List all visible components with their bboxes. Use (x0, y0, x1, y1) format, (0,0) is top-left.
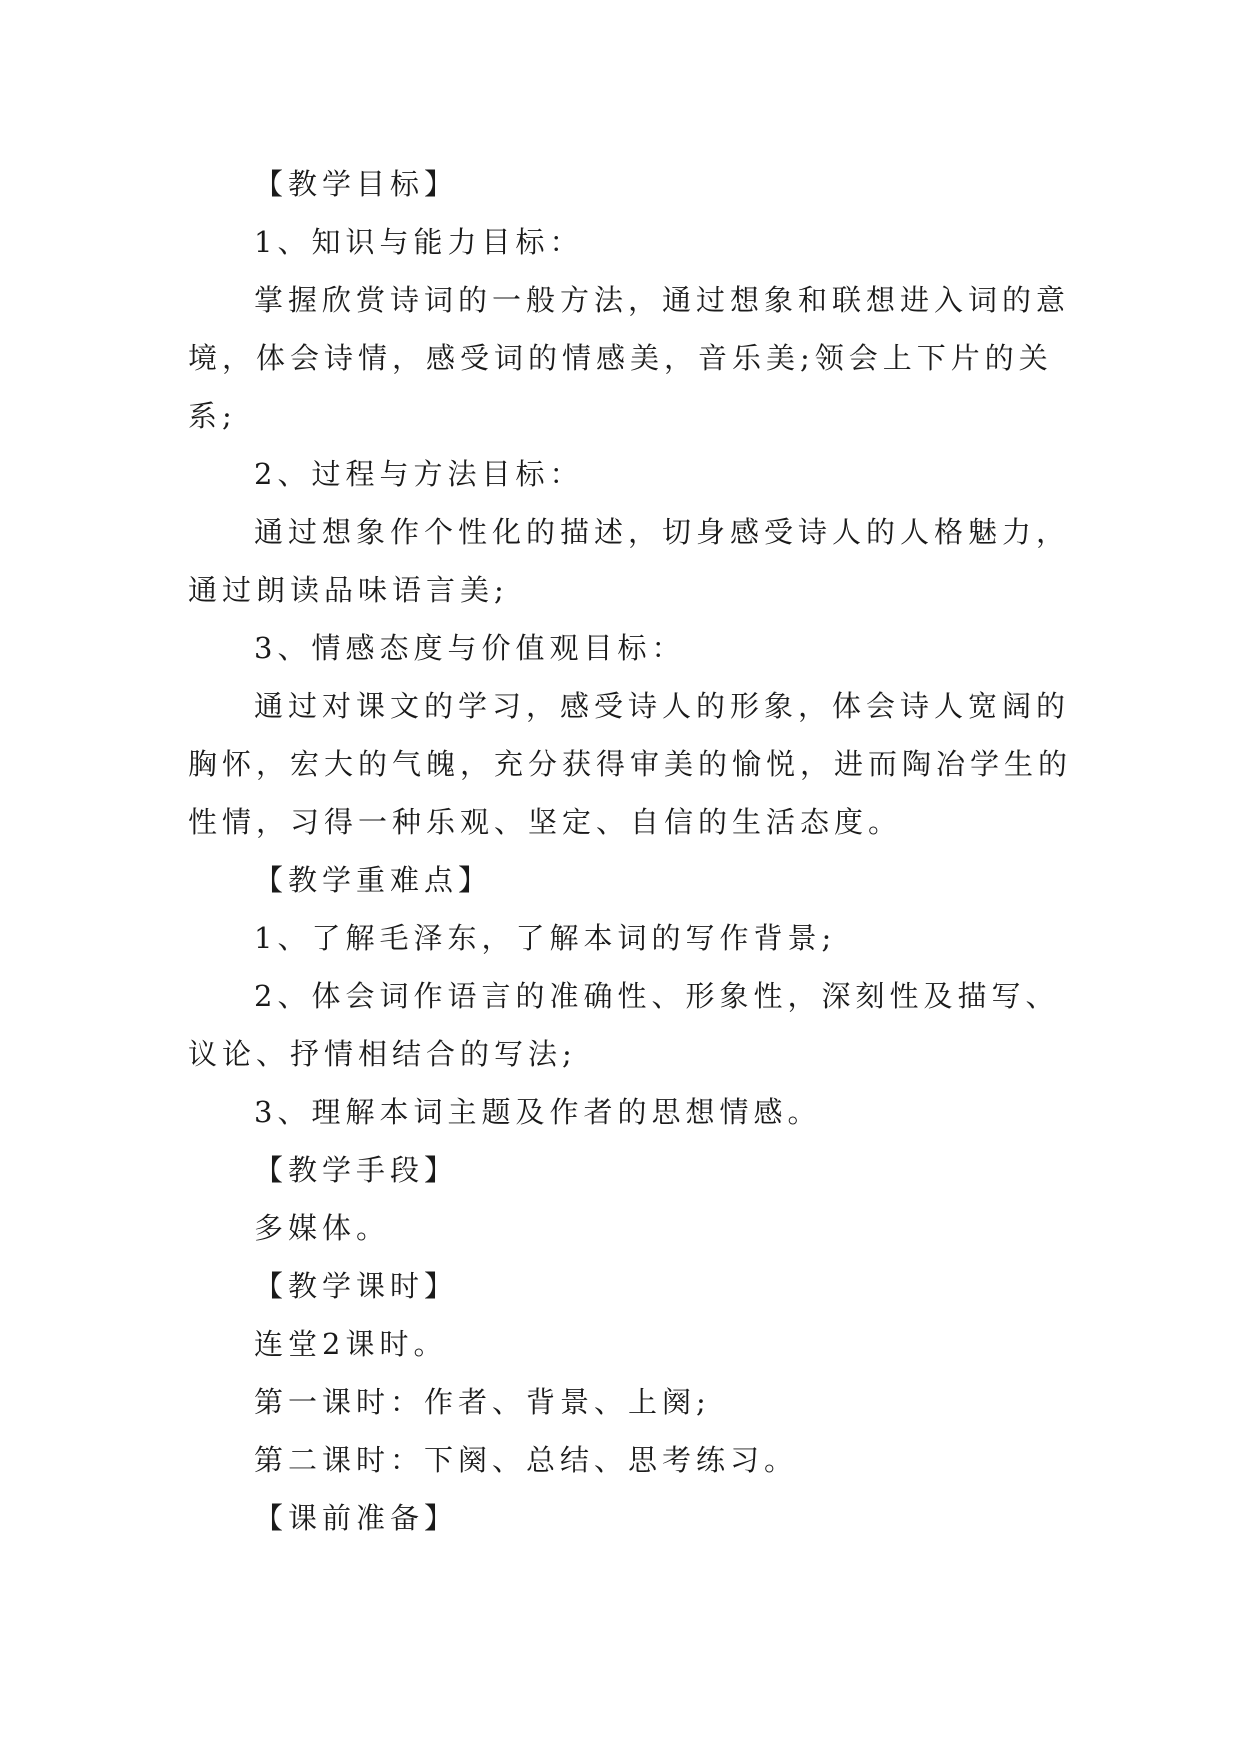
subheading-knowledge-ability: 1、知识与能力目标： (254, 225, 584, 259)
paragraph-line: 境，体会诗情，感受词的情感美，音乐美;领会上下片的关 (188, 341, 1053, 375)
paragraph-line: 通过想象作个性化的描述，切身感受诗人的人格魅力， (254, 515, 1071, 549)
section-heading-preparation: 【课前准备】 (254, 1501, 459, 1535)
section-heading-teaching-goals: 【教学目标】 (254, 167, 459, 201)
paragraph-line: 通过对课文的学习，感受诗人的形象，体会诗人宽阔的 (254, 689, 1071, 723)
subheading-process-method: 2、过程与方法目标： (254, 457, 584, 491)
paragraph-line: 第一课时：作者、背景、上阕; (254, 1385, 711, 1419)
paragraph-line: 连堂2课时。 (254, 1327, 448, 1361)
subheading-emotion-values: 3、情感态度与价值观目标： (254, 631, 686, 665)
paragraph-line: 胸怀，宏大的气魄，充分获得审美的愉悦，进而陶冶学生的 (188, 747, 1073, 781)
paragraph-line: 议论、抒情相结合的写法; (188, 1037, 577, 1071)
paragraph-line: 通过朗读品味语言美; (188, 573, 509, 607)
section-heading-class-hours: 【教学课时】 (254, 1269, 459, 1303)
paragraph-line: 多媒体。 (254, 1211, 391, 1245)
paragraph-line: 系; (188, 399, 237, 433)
section-heading-teaching-means: 【教学手段】 (254, 1153, 459, 1187)
list-item: 1、了解毛泽东，了解本词的写作背景; (254, 921, 837, 955)
paragraph-line: 性情，习得一种乐观、坚定、自信的生活态度。 (188, 805, 903, 839)
section-heading-key-difficulties: 【教学重难点】 (254, 863, 493, 897)
paragraph-line: 掌握欣赏诗词的一般方法，通过想象和联想进入词的意 (254, 283, 1071, 317)
paragraph-line: 第二课时：下阕、总结、思考练习。 (254, 1443, 799, 1477)
list-item: 3、理解本词主题及作者的思想情感。 (254, 1095, 822, 1129)
list-item: 2、体会词作语言的准确性、形象性，深刻性及描写、 (254, 979, 1060, 1013)
